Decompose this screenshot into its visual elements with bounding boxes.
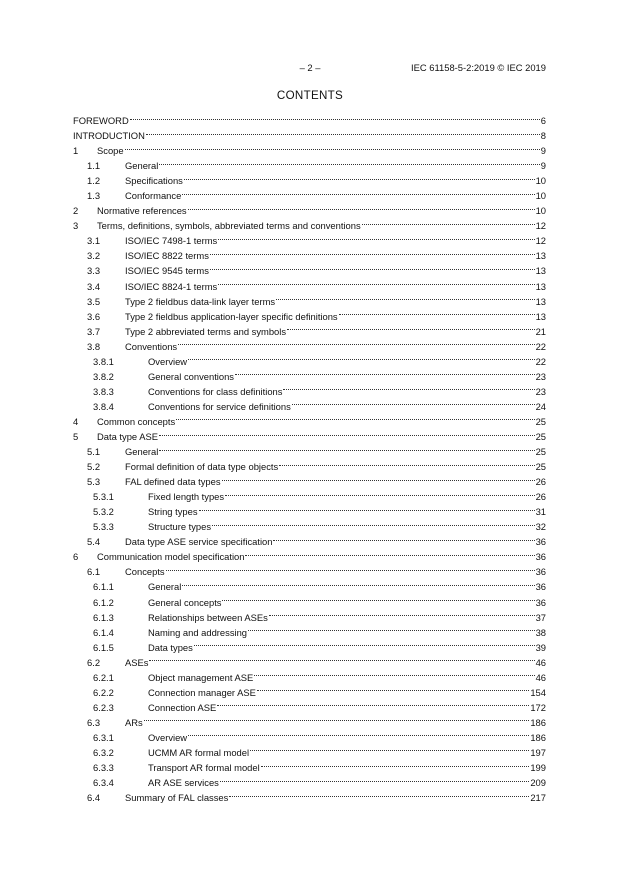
toc-entry-title: General <box>125 446 159 458</box>
dot-leader <box>218 283 534 285</box>
toc-entry-number: 3.7 <box>87 325 101 337</box>
toc-entry-number: 3.4 <box>87 280 101 292</box>
toc-entry-page: 25 <box>535 461 546 473</box>
dot-leader <box>250 749 529 751</box>
toc-entry-page: 217 <box>530 792 546 804</box>
dot-leader <box>292 403 535 405</box>
toc-entry-page: 24 <box>535 400 546 412</box>
toc-entry-page: 38 <box>535 626 546 638</box>
dot-leader <box>222 599 534 601</box>
toc-entry-title: Scope <box>97 145 124 157</box>
toc-entry-page: 25 <box>535 415 546 427</box>
toc-entry[interactable] <box>73 640 546 655</box>
toc-entry-title: Communication model specification <box>97 551 245 563</box>
toc-entry-title: Formal definition of data type objects <box>125 461 279 473</box>
toc-entry-title: Conventions for service definitions <box>148 400 291 412</box>
toc-entry[interactable] <box>73 790 546 805</box>
toc-entry-title: String types <box>148 506 198 518</box>
toc-entry[interactable] <box>73 294 546 309</box>
toc-entry-page: 209 <box>530 777 546 789</box>
dot-leader <box>362 223 535 225</box>
toc-entry[interactable] <box>73 113 546 128</box>
toc-entry-number: 5.3 <box>87 476 101 488</box>
toc-entry-title: General <box>148 581 182 593</box>
toc-entry[interactable] <box>73 354 546 369</box>
toc-entry-title: Connection manager ASE <box>148 686 256 698</box>
toc-entry-page: 197 <box>530 746 546 758</box>
toc-entry-page: 10 <box>535 205 546 217</box>
toc-entry-number: 6.4 <box>87 792 101 804</box>
toc-entry-title: Overview <box>148 355 188 367</box>
toc-entry[interactable] <box>73 158 546 173</box>
toc-entry[interactable] <box>73 519 546 534</box>
toc-entry[interactable] <box>73 279 546 294</box>
toc-entry-title: ISO/IEC 8822 terms <box>125 250 209 262</box>
toc-entry-title: Conventions <box>125 340 178 352</box>
toc-entry-page: 13 <box>535 310 546 322</box>
document-id: IEC 61158-5-2:2019 © IEC 2019 <box>411 62 546 73</box>
toc-entry-title: General concepts <box>148 596 222 608</box>
toc-entry-number: 6.2.1 <box>93 671 114 683</box>
toc-entry-page: 10 <box>535 175 546 187</box>
toc-entry-page: 6 <box>540 115 546 126</box>
toc-entry[interactable] <box>73 474 546 489</box>
dot-leader <box>194 644 535 646</box>
toc-entry-number: 5.3.2 <box>93 506 114 518</box>
toc-entry-number: 3.5 <box>87 295 101 307</box>
toc-entry[interactable] <box>73 324 546 339</box>
toc-entry-page: 154 <box>530 686 546 698</box>
toc-entry-number: 6.2.2 <box>93 686 114 698</box>
toc-entry[interactable] <box>73 625 546 640</box>
dot-leader <box>130 118 540 120</box>
dot-leader <box>273 539 534 541</box>
toc-entry-page: 32 <box>535 521 546 533</box>
toc-entry-page: 26 <box>535 476 546 488</box>
toc-entry-title: FAL defined data types <box>125 476 221 488</box>
dot-leader <box>225 494 534 496</box>
dot-leader <box>146 133 540 135</box>
toc-entry[interactable] <box>73 579 546 594</box>
dot-leader <box>184 178 535 180</box>
toc-entry[interactable] <box>73 595 546 610</box>
toc-entry[interactable] <box>73 685 546 700</box>
toc-entry-number: 6.3.2 <box>93 746 114 758</box>
toc-entry-number: 6.3.1 <box>93 731 114 743</box>
toc-entry[interactable] <box>73 730 546 745</box>
toc-entry[interactable] <box>73 715 546 730</box>
toc-entry-number: 5 <box>73 430 79 442</box>
dot-leader <box>159 163 539 165</box>
toc-entry-number: 6.3.4 <box>93 777 114 789</box>
toc-entry-title: ISO/IEC 9545 terms <box>125 265 209 277</box>
dot-leader <box>245 554 534 556</box>
toc-entry-page: 10 <box>535 190 546 202</box>
toc-entry-page: 46 <box>535 671 546 683</box>
toc-entry-title: Normative references <box>97 205 187 217</box>
toc-entry-page: 31 <box>535 506 546 518</box>
dot-leader <box>199 509 535 511</box>
toc-entry-number: 3.8.2 <box>93 370 114 382</box>
toc-entry-title: General conventions <box>148 370 234 382</box>
dot-leader <box>159 434 535 436</box>
toc-entry-title: Fixed length types <box>148 491 225 503</box>
toc-entry-title: Common concepts <box>97 415 176 427</box>
toc-entry-title: Conformance <box>125 190 182 202</box>
toc-entry-number: 3.1 <box>87 235 101 247</box>
toc-entry-title: Object management ASE <box>148 671 254 683</box>
toc-entry-title: Terms, definitions, symbols, abbreviated terms and conventions <box>97 220 361 232</box>
dot-leader <box>166 569 535 571</box>
toc-entry-number: 6 <box>73 551 79 563</box>
dot-leader <box>210 268 535 270</box>
toc-entry-number: 6.2.3 <box>93 701 114 713</box>
toc-entry[interactable] <box>73 700 546 715</box>
toc-entry-page: 13 <box>535 250 546 262</box>
toc-entry-title: Summary of FAL classes <box>125 792 229 804</box>
toc-entry-page: 172 <box>530 701 546 713</box>
page-title: CONTENTS <box>276 89 344 102</box>
toc-entry-number: 6.3.3 <box>93 762 114 774</box>
toc-entry[interactable] <box>73 429 546 444</box>
toc-entry-title: Overview <box>148 731 188 743</box>
dot-leader <box>218 238 534 240</box>
toc-entry-number: 6.1.1 <box>93 581 114 593</box>
toc-entry-title: UCMM AR formal model <box>148 746 250 758</box>
toc-entry-page: 26 <box>535 491 546 503</box>
toc-entry[interactable] <box>73 564 546 579</box>
toc-entry-title: Type 2 fieldbus application-layer specific definitions <box>125 310 338 322</box>
dot-leader <box>149 659 534 661</box>
toc-entry[interactable] <box>73 534 546 549</box>
toc-entry-page: 13 <box>535 295 546 307</box>
dot-leader <box>279 464 534 466</box>
toc-entry-title: INTRODUCTION <box>73 130 145 142</box>
toc-entry[interactable] <box>73 188 546 203</box>
toc-entry[interactable] <box>73 143 546 158</box>
toc-entry-title: Relationships between ASEs <box>148 611 268 623</box>
toc-entry[interactable] <box>73 173 546 188</box>
toc-entry-page: 36 <box>535 566 546 578</box>
toc-entry[interactable] <box>73 384 546 399</box>
toc-entry-number: 3.3 <box>87 265 101 277</box>
dot-leader <box>257 689 529 691</box>
dot-leader <box>217 704 529 706</box>
toc-entry-number: 3.2 <box>87 250 101 262</box>
toc-entry-number: 5.2 <box>87 461 101 473</box>
dot-leader <box>248 629 535 631</box>
toc-entry-number: 3 <box>73 220 79 232</box>
toc-entry[interactable] <box>73 128 546 143</box>
toc-entry-number: 6.1.4 <box>93 626 114 638</box>
toc-entry-page: 22 <box>535 355 546 367</box>
toc-entry-number: 3.8.4 <box>93 400 114 412</box>
toc-entry-page: 199 <box>530 762 546 774</box>
toc-entry-page: 25 <box>535 430 546 442</box>
toc-entry[interactable] <box>73 414 546 429</box>
dot-leader <box>210 253 535 255</box>
toc-entry-page: 13 <box>535 280 546 292</box>
toc-entry-title: ASEs <box>125 656 149 668</box>
dot-leader <box>254 674 534 676</box>
toc-entry[interactable] <box>73 233 546 248</box>
toc-entry-page: 36 <box>535 536 546 548</box>
dot-leader <box>178 343 534 345</box>
toc-entry[interactable] <box>73 369 546 384</box>
page-number: – 2 – <box>299 62 321 73</box>
toc-entry-number: 6.1.3 <box>93 611 114 623</box>
toc-entry-title: Transport AR formal model <box>148 762 260 774</box>
toc-entry-page: 9 <box>540 160 546 172</box>
toc-entry-title: Naming and addressing <box>148 626 248 638</box>
toc-entry[interactable] <box>73 263 546 278</box>
dot-leader <box>188 208 535 210</box>
toc-entry-title: ARs <box>125 716 143 728</box>
toc-entry-number: 1.3 <box>87 190 101 202</box>
toc-entry-page: 22 <box>535 340 546 352</box>
toc-entry-title: ISO/IEC 8824-1 terms <box>125 280 218 292</box>
toc-entry-page: 36 <box>535 551 546 563</box>
toc-entry-page: 21 <box>535 325 546 337</box>
toc-entry-number: 6.1.5 <box>93 641 114 653</box>
dot-leader <box>261 765 530 767</box>
toc-entry-title: Data types <box>148 641 193 653</box>
toc-entry-number: 5.3.3 <box>93 521 114 533</box>
toc-entry[interactable] <box>73 745 546 760</box>
toc-entry-page: 23 <box>535 370 546 382</box>
toc-entry[interactable] <box>73 459 546 474</box>
dot-leader <box>222 479 535 481</box>
toc-entry-number: 6.2 <box>87 656 101 668</box>
toc-entry-page: 46 <box>535 656 546 668</box>
page-header <box>0 62 620 76</box>
toc-entry[interactable] <box>73 760 546 775</box>
dot-leader <box>276 298 534 300</box>
dot-leader <box>235 373 535 375</box>
toc-entry-title: AR ASE services <box>148 777 219 789</box>
toc-entry-number: 3.6 <box>87 310 101 322</box>
dot-leader <box>188 358 534 360</box>
toc-entry[interactable] <box>73 309 546 324</box>
toc-entry[interactable] <box>73 610 546 625</box>
toc-entry-number: 5.1 <box>87 446 101 458</box>
toc-entry-number: 1.1 <box>87 160 101 172</box>
dot-leader <box>339 313 535 315</box>
table-of-contents <box>73 113 546 805</box>
toc-entry-title: Concepts <box>125 566 165 578</box>
toc-entry[interactable] <box>73 504 546 519</box>
toc-entry[interactable] <box>73 444 546 459</box>
toc-entry-title: Type 2 abbreviated terms and symbols <box>125 325 287 337</box>
toc-entry-number: 3.8.1 <box>93 355 114 367</box>
toc-entry-title: Conventions for class definitions <box>148 385 283 397</box>
dot-leader <box>176 418 534 420</box>
toc-entry-page: 13 <box>535 265 546 277</box>
dot-leader <box>188 734 529 736</box>
toc-entry-page: 8 <box>540 130 546 142</box>
toc-entry-page: 37 <box>535 611 546 623</box>
dot-leader <box>220 780 529 782</box>
toc-entry-page: 9 <box>540 145 546 157</box>
toc-entry-title: Type 2 fieldbus data-link layer terms <box>125 295 276 307</box>
toc-entry-title: Structure types <box>148 521 212 533</box>
toc-entry-number: 5.4 <box>87 536 101 548</box>
toc-entry-title: Specifications <box>125 175 183 187</box>
dot-leader <box>144 719 530 721</box>
dot-leader <box>125 148 540 150</box>
toc-entry-page: 23 <box>535 385 546 397</box>
toc-entry-page: 36 <box>535 581 546 593</box>
dot-leader <box>283 388 534 390</box>
dot-leader <box>229 795 529 797</box>
toc-entry-page: 186 <box>530 716 546 728</box>
toc-entry[interactable] <box>73 218 546 233</box>
toc-entry[interactable] <box>73 489 546 504</box>
toc-entry-page: 39 <box>535 641 546 653</box>
toc-entry[interactable] <box>73 775 546 790</box>
toc-entry-number: 6.3 <box>87 716 101 728</box>
toc-entry-page: 12 <box>535 235 546 247</box>
toc-entry-number: 1 <box>73 145 79 157</box>
toc-entry-title: Data type ASE <box>97 430 158 442</box>
toc-entry-page: 25 <box>535 446 546 458</box>
toc-entry-number: 6.1.2 <box>93 596 114 608</box>
toc-entry-title: General <box>125 160 159 172</box>
toc-entry-page: 186 <box>530 731 546 743</box>
toc-entry[interactable] <box>73 399 546 414</box>
toc-entry-number: 3.8 <box>87 340 101 352</box>
dot-leader <box>287 328 535 330</box>
dot-leader <box>159 449 534 451</box>
toc-entry[interactable] <box>73 655 546 670</box>
toc-entry-number: 5.3.1 <box>93 491 114 503</box>
toc-entry[interactable] <box>73 549 546 564</box>
toc-entry[interactable] <box>73 203 546 218</box>
toc-entry-number: 3.8.3 <box>93 385 114 397</box>
toc-entry-number: 2 <box>73 205 79 217</box>
toc-entry-page: 36 <box>535 596 546 608</box>
toc-entry-title: FOREWORD <box>73 115 129 126</box>
dot-leader <box>182 193 534 195</box>
dot-leader <box>182 584 534 586</box>
toc-entry[interactable] <box>73 248 546 263</box>
toc-entry-page: 12 <box>535 220 546 232</box>
toc-entry-title: ISO/IEC 7498-1 terms <box>125 235 218 247</box>
toc-entry[interactable] <box>73 670 546 685</box>
toc-entry-title: Data type ASE service specification <box>125 536 273 548</box>
toc-entry-number: 1.2 <box>87 175 101 187</box>
dot-leader <box>269 614 535 616</box>
dot-leader <box>212 524 535 526</box>
toc-entry-number: 4 <box>73 415 79 427</box>
toc-entry[interactable] <box>73 339 546 354</box>
toc-entry-number: 6.1 <box>87 566 101 578</box>
toc-entry-title: Connection ASE <box>148 701 217 713</box>
